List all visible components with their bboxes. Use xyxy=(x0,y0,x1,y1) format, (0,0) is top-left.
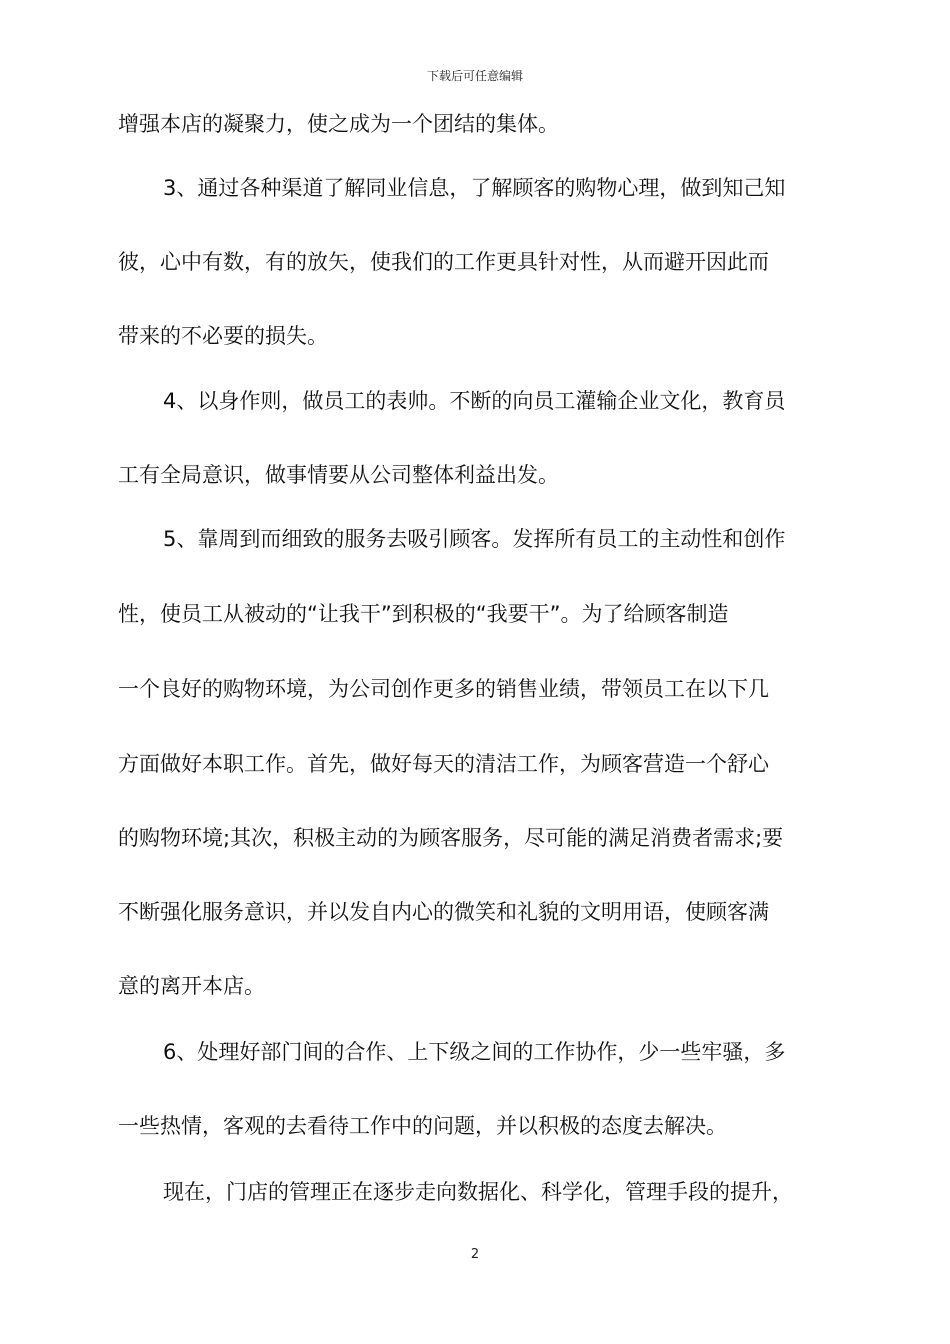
body-line: 6、处理好部门间的合作、上下级之间的工作协作，少一些牢骚，多 xyxy=(163,1040,786,1064)
body-line: 方面做好本职工作。首先，做好每天的清洁工作，为顾客营造一个舒心 xyxy=(118,752,769,776)
body-line: 5、靠周到而细致的服务去吸引顾客。发挥所有员工的主动性和创作 xyxy=(163,527,786,551)
body-line: 4、以身作则，做员工的表帅。不断的向员工灌输企业文化，教育员 xyxy=(163,389,786,413)
body-line: 增强本店的凝聚力，使之成为一个团结的集体。 xyxy=(118,112,559,136)
body-line: 不断强化服务意识，并以发自内心的微笑和礼貌的文明用语，使顾客满 xyxy=(118,900,769,924)
body-line: 彼，心中有数，有的放矢，使我们的工作更具针对性，从而避开因此而 xyxy=(118,250,769,274)
body-line: 工有全局意识，做事情要从公司整体利益出发。 xyxy=(118,463,559,487)
body-line: 性，使员工从被动的“让我干”到积极的“我要干”。为了给顾客制造 xyxy=(118,602,729,626)
page-header: 下载后可任意编辑 xyxy=(426,69,523,83)
body-line: 一些热情，客观的去看待工作中的问题，并以积极的态度去解决。 xyxy=(118,1114,727,1138)
body-line: 的购物环境;其次，积极主动的为顾客服务，尽可能的满足消费者需求;要 xyxy=(118,826,784,850)
body-line: 一个良好的购物环境，为公司创作更多的销售业绩，带领员工在以下几 xyxy=(118,677,769,701)
body-line: 带来的不必要的损失。 xyxy=(118,324,328,348)
body-line: 现在，门店的管理正在逐步走向数据化、科学化，管理手段的提升， xyxy=(163,1180,793,1204)
page-number: 2 xyxy=(470,1247,480,1262)
body-line: 3、通过各种渠道了解同业信息，了解顾客的购物心理，做到知己知 xyxy=(163,176,786,200)
body-line: 意的离开本店。 xyxy=(118,974,265,998)
